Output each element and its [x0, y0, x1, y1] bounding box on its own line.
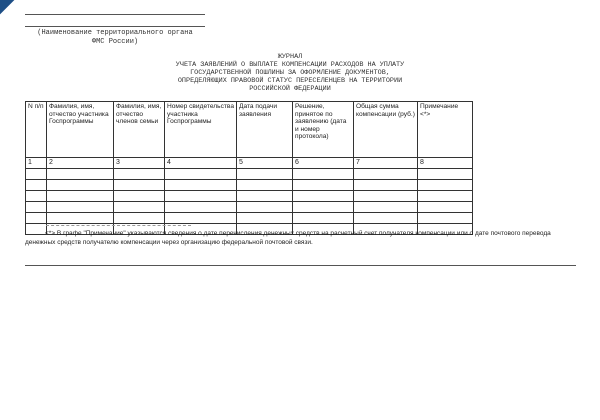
table-header-row	[26, 102, 473, 158]
watermark-text	[4, 0, 48, 1]
header-cell-family-names: Фамилия, имя, отчество членов семьи	[114, 102, 165, 158]
table-cell	[114, 169, 165, 180]
table-cell	[354, 213, 418, 224]
footnote-text: <*> В графе "Примечание" указываются сведения о дате перечисления денежных средств на расчетный счет получателя компенсации или о дате почтового перевода денежных средств получателю компенсации через организацию федеральной почтовой связи.	[25, 230, 551, 246]
journal-title-line-5: РОССИЙСКОЙ ФЕДЕРАЦИИ	[249, 85, 331, 93]
table-row	[26, 202, 473, 213]
table-cell	[237, 180, 293, 191]
table-cell	[418, 180, 473, 191]
table-cell	[26, 202, 47, 213]
table-cell	[47, 202, 114, 213]
footnote-separator	[46, 225, 191, 226]
journal-title-line-1: ЖУРНАЛ	[277, 53, 303, 61]
table-cell	[47, 213, 114, 224]
table-cell	[114, 180, 165, 191]
org-caption-line-2: ФМС России)	[91, 38, 139, 46]
header-cell-compensation-sum: Общая сумма компенсации (руб.)	[354, 102, 418, 158]
table-cell	[237, 202, 293, 213]
org-name-line-bottom	[25, 26, 205, 27]
column-number: 5	[237, 158, 293, 169]
header-cell-certificate-number: Номер свидетельства участника Госпрограммы	[165, 102, 237, 158]
org-name-line-top	[25, 14, 205, 15]
table-cell	[114, 213, 165, 224]
table-cell	[354, 169, 418, 180]
table-cell	[418, 191, 473, 202]
table-cell	[354, 180, 418, 191]
table-cell	[293, 213, 354, 224]
table-cell	[47, 180, 114, 191]
table-cell	[354, 191, 418, 202]
column-number: 4	[165, 158, 237, 169]
table-row	[26, 213, 473, 224]
column-number: 6	[293, 158, 354, 169]
table-cell	[47, 191, 114, 202]
table-cell	[165, 191, 237, 202]
org-caption	[25, 29, 205, 47]
table-cell	[47, 169, 114, 180]
table-cell	[26, 213, 47, 224]
column-number-row	[26, 158, 473, 169]
table-cell	[165, 169, 237, 180]
table-cell	[237, 191, 293, 202]
column-number: 7	[354, 158, 418, 169]
header-cell-participant-name: Фамилия, имя, отчество участника Госпрограммы	[47, 102, 114, 158]
column-number: 1	[26, 158, 47, 169]
table-cell	[26, 169, 47, 180]
journal-title-line-3: ГОСУДАРСТВЕННОЙ ПОШЛИНЫ ЗА ОФОРМЛЕНИЕ ДОКУМЕНТОВ,	[190, 69, 390, 77]
table-cell	[418, 202, 473, 213]
table-cell	[114, 191, 165, 202]
column-number: 8	[418, 158, 473, 169]
table-cell	[293, 180, 354, 191]
table-cell	[293, 191, 354, 202]
table-cell	[165, 180, 237, 191]
table-cell	[293, 202, 354, 213]
org-caption-line-1: (Наименование территориального органа	[37, 29, 193, 37]
table-cell	[354, 202, 418, 213]
bottom-rule	[25, 265, 576, 266]
table-cell	[26, 191, 47, 202]
table-row	[26, 169, 473, 180]
table-cell	[165, 213, 237, 224]
journal-table	[25, 101, 473, 235]
header-cell-application-date: Дата подачи заявления	[237, 102, 293, 158]
header-cell-note: Примечание <*>	[418, 102, 473, 158]
header-cell-decision: Решение, принятое по заявлению (дата и номер протокола)	[293, 102, 354, 158]
table-cell	[165, 202, 237, 213]
table-cell	[237, 213, 293, 224]
table-cell	[114, 202, 165, 213]
header-cell-number: N п/п	[26, 102, 47, 158]
table-cell	[418, 213, 473, 224]
column-number: 2	[47, 158, 114, 169]
table-row	[26, 180, 473, 191]
table-cell	[26, 180, 47, 191]
table-cell	[293, 169, 354, 180]
table-row	[26, 191, 473, 202]
journal-title-line-2: УЧЕТА ЗАЯВЛЕНИЙ О ВЫПЛАТЕ КОМПЕНСАЦИИ РАСХОДОВ НА УПЛАТУ	[175, 61, 405, 69]
column-number: 3	[114, 158, 165, 169]
journal-title-line-4: ОПРЕДЕЛЯЮЩИХ ПРАВОВОЙ СТАТУС ПЕРЕСЕЛЕНЦЕВ НА ТЕРРИТОРИИ	[177, 77, 403, 85]
journal-title	[70, 53, 510, 93]
table-cell	[237, 169, 293, 180]
table-cell	[418, 169, 473, 180]
